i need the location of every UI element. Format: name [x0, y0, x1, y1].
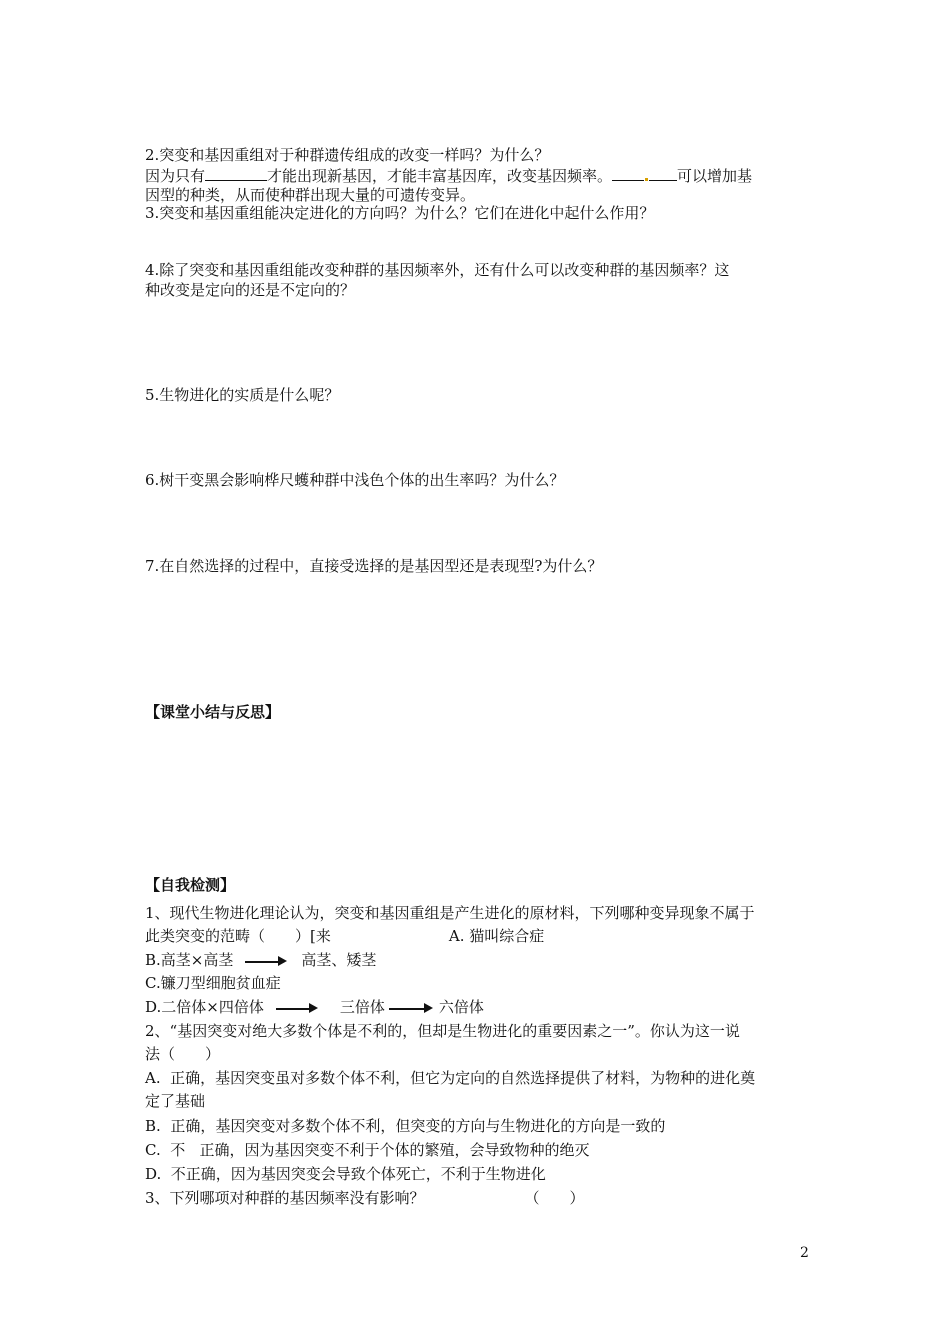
- test-2-line-1: 2、“基因突变对绝大多数个体是不利的，但却是生物进化的重要因素之一”。你认为这一说: [145, 1022, 740, 1040]
- summary-heading: 【课堂小结与反思】: [145, 703, 281, 721]
- fill-blank-2b[interactable]: [649, 165, 677, 181]
- q2-answer-text-c: 可以增加基: [677, 167, 753, 185]
- option-b-cross: B.高茎×高茎: [145, 951, 234, 969]
- q2-answer-text-b: 才能出现新基因，才能丰富基因库，改变基因频率。: [267, 167, 613, 185]
- test-2-option-a-line-2: 定了基础: [145, 1092, 206, 1110]
- question-6: 6.树干变黑会影响桦尺蠖种群中浅色个体的出生率吗？为什么？: [145, 471, 565, 489]
- test-2-option-a-line-1: A. 正确，基因突变虽对多数个体不利，但它为定向的自然选择提供了材料，为物种的进化奠: [145, 1069, 756, 1087]
- test-1-stem-end: 此类突变的范畴（ ）[来: [145, 927, 331, 945]
- option-d-cross: D.二倍体×四倍体: [145, 998, 264, 1016]
- test-1-option-c: C.镰刀型细胞贫血症: [145, 974, 281, 992]
- question-5: 5.生物进化的实质是什么呢？: [145, 386, 340, 404]
- page-number: 2: [800, 1245, 809, 1261]
- test-2-line-2: 法（ ）: [145, 1045, 221, 1063]
- fill-blank-1[interactable]: [205, 165, 267, 181]
- arrow-icon: [389, 1003, 433, 1013]
- option-d-hexaploid: 六倍体: [438, 998, 484, 1016]
- q2-answer-text-a: 因为只有: [145, 167, 206, 185]
- test-3-line-1: [145, 1188, 585, 1208]
- question-3: 3.突变和基因重组能决定进化的方向吗？为什么？它们在进化中起什么作用？: [145, 204, 655, 222]
- arrow-icon: [245, 956, 287, 966]
- arrow-icon: [276, 1003, 318, 1013]
- question-2: 2.突变和基因重组对于种群遗传组成的改变一样吗？为什么？: [145, 146, 550, 164]
- question-7: 7.在自然选择的过程中，直接受选择的是基因型还是表现型?为什么？: [145, 557, 603, 575]
- selftest-heading: 【自我检测】: [145, 876, 236, 894]
- test-1-line-2: [145, 926, 544, 946]
- question-4-line-2: 种改变是定向的还是不定向的？: [145, 281, 356, 299]
- option-b-result: 高茎、矮茎: [301, 951, 377, 969]
- question-2-answer-line: [145, 165, 752, 186]
- question-2-answer-line-2: 因型的种类，从而使种群出现大量的可遗传变异。: [145, 186, 476, 204]
- test-2-option-c: C. 不 正确，因为基因突变不利于个体的繁殖，会导致物种的绝灭: [145, 1141, 590, 1159]
- test-2-option-d: D. 不正确，因为基因突变会导致个体死亡，不利于生物进化: [145, 1165, 546, 1183]
- test-3-stem: 3、下列哪项对种群的基因频率没有影响？: [145, 1189, 425, 1207]
- test-1-option-a: A. 猫叫综合症: [448, 927, 545, 945]
- mark-dot: [645, 178, 648, 181]
- option-d-triploid: 三倍体: [339, 998, 385, 1016]
- test-1-line-1: 1、现代生物进化理论认为，突变和基因重组是产生进化的原材料，下列哪种变异现象不属于: [145, 904, 755, 922]
- fill-blank-2a[interactable]: [612, 165, 644, 181]
- test-1-option-d: [145, 997, 484, 1017]
- test-3-answer-paren: （ ）: [524, 1189, 585, 1207]
- test-2-option-b: B. 正确，基因突变对多数个体不利，但突变的方向与生物进化的方向是一致的: [145, 1117, 666, 1135]
- question-4-line-1: 4.除了突变和基因重组能改变种群的基因频率外，还有什么可以改变种群的基因频率？这: [145, 261, 730, 279]
- test-1-option-b: [145, 950, 376, 970]
